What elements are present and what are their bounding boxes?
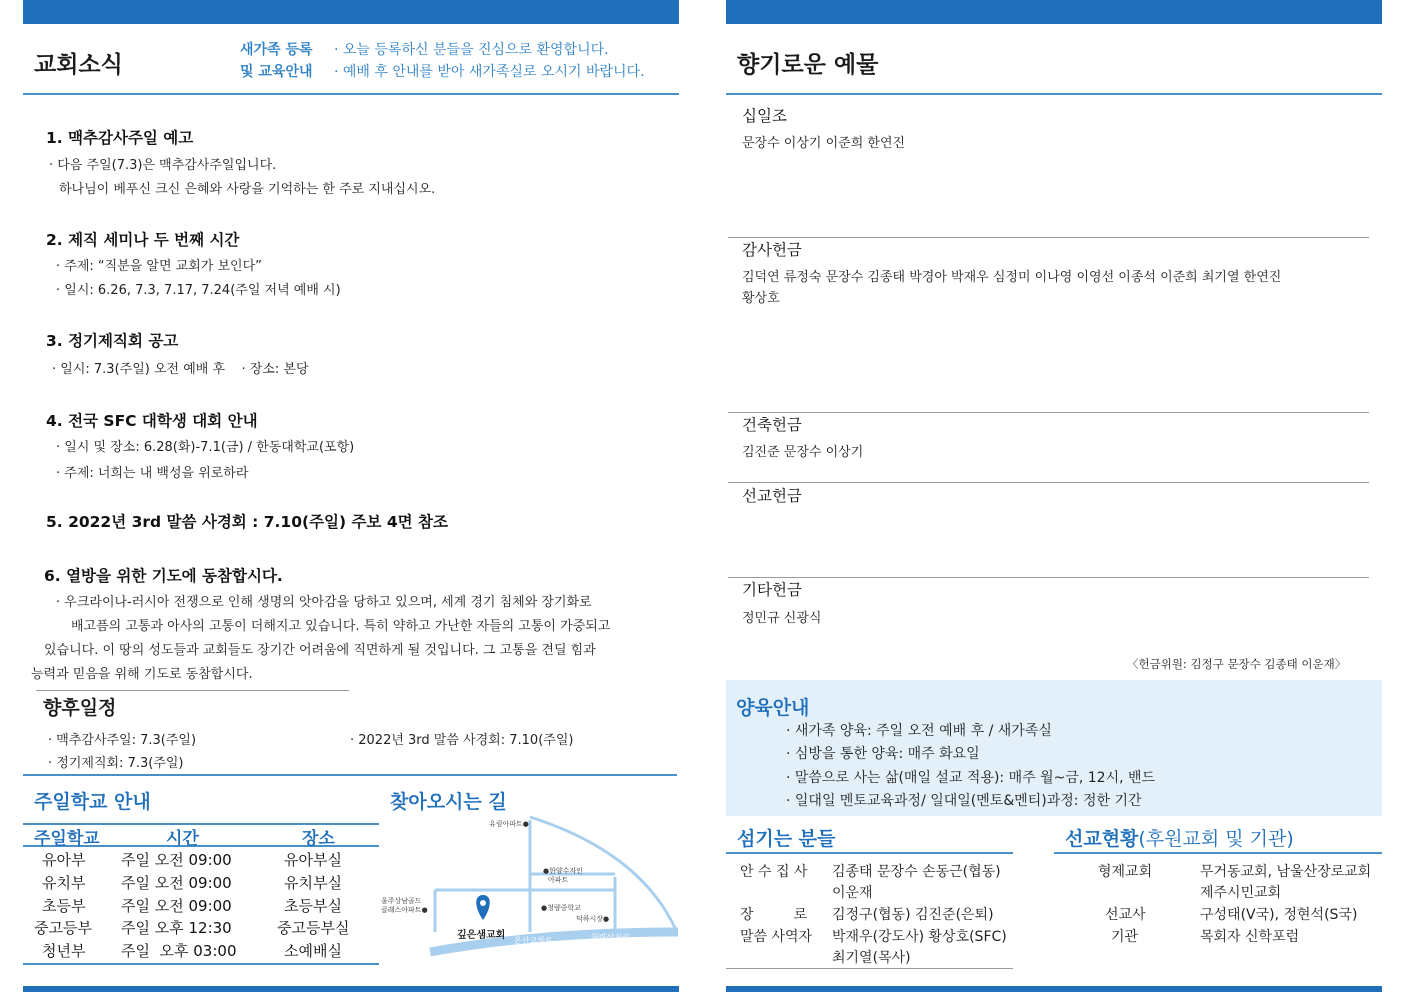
mission-label: 기관 — [1111, 929, 1139, 945]
prayer-line: · 우크라이나-러시아 전쟁으로 인해 생명의 앗아감을 당하고 있으며, 세계 경기 침체와 장기화로 — [56, 595, 592, 610]
prayer-line: 능력과 믿음을 위해 기도로 동참합시다. — [31, 667, 253, 682]
offering-group-names: 정민규 신광식 — [742, 611, 822, 626]
offering-divider — [728, 412, 1369, 413]
offering-group-names: 황상호 — [742, 291, 780, 306]
map-label-road2: 청량삼거리 — [591, 933, 630, 942]
schedule-item: · 맥추감사주일: 7.3(주일) — [48, 733, 197, 748]
table-cell-dept: 유치부 — [42, 874, 86, 892]
table-cell-time: 주일 오후 03:00 — [121, 942, 237, 960]
server-names: 이운재 — [832, 885, 873, 901]
news-item-title: 2. 제직 세미나 두 번째 시간 — [46, 231, 240, 249]
map-label-ulju — [381, 897, 428, 915]
news-header-divider — [23, 93, 679, 95]
news-item-title: 4. 전국 SFC 대학생 대회 안내 — [46, 412, 258, 430]
schedule-item: · 2022년 3rd 말씀 사경회: 7.10(주일) — [350, 733, 574, 748]
table-cell-dept: 중고등부 — [34, 919, 92, 937]
mission-value: 무거동교회, 남울산장로교회 — [1200, 864, 1372, 880]
offering-group-label: 기타헌금 — [742, 581, 802, 599]
news-item-title: 1. 맥추감사주일 예고 — [46, 129, 194, 147]
offering-group-label: 감사헌금 — [742, 241, 802, 259]
server-role: 말씀 사역자 — [740, 929, 813, 945]
offering-group-names: 김덕연 류정숙 문장수 김종태 박경아 박재우 심정미 이나영 이영선 이종석 이준희 최기열 한연진 — [742, 270, 1282, 285]
news-item-line: · 다음 주일(7.3)은 맥추감사주일입니다. — [49, 158, 277, 173]
sunday-school-title: 주일학교 안내 — [34, 791, 151, 813]
news-item-line: · 일시 및 장소: 6.28(화)-7.1(금) / 한동대학교(포항) — [56, 440, 355, 455]
nurture-box — [726, 680, 1382, 816]
servers-bottom-line — [726, 968, 1013, 969]
welcome-label-line: 및 교육안내 — [240, 64, 313, 80]
schedule-title: 향후일정 — [43, 697, 117, 719]
schedule-bottom-divider — [23, 774, 677, 776]
map-label-road1: 온산교차로 — [514, 936, 553, 945]
nurture-line: · 일대일 멘토교육과정/ 일대일(멘토&멘티)과정: 정한 기간 — [786, 793, 1142, 809]
map-label-line: 아파트 — [548, 876, 569, 884]
welcome-text-line: · 오늘 등록하신 분들을 진심으로 환영합니다. — [334, 42, 609, 58]
map-label-line: ●한양수자인 — [543, 867, 583, 875]
news-item-line: · 주제: 너희는 내 백성을 위로하라 — [56, 466, 249, 481]
welcome-label — [240, 39, 313, 83]
prayer-line: 있습니다. 이 땅의 성도들과 교회들도 장기간 어려움에 직면하게 될 것입니다. 그 고통을 견딜 힘과 — [44, 643, 596, 658]
offering-group-names: 문장수 이상기 이준희 한연진 — [742, 136, 906, 151]
map-label-apt: 유림아파트● — [489, 820, 529, 828]
table-cell-place: 초등부실 — [284, 897, 342, 915]
map-label-school: ●청량중학교 — [541, 904, 581, 912]
server-names: 김종태 문장수 손동근(협동) — [832, 864, 1001, 880]
table-cell-time: 주일 오전 09:00 — [121, 851, 232, 869]
table-cell-time: 주일 오후 12:30 — [121, 919, 232, 937]
map-label-hanyang — [543, 867, 583, 885]
mission-title-main: 선교현황 — [1065, 828, 1139, 850]
directions-title: 찾아오시는 길 — [390, 791, 507, 813]
top-bar-left — [23, 0, 679, 24]
bottom-bar-left — [23, 986, 679, 992]
table-cell-place: 소예배실 — [284, 942, 342, 960]
table-header-time: 시간 — [166, 829, 199, 849]
news-item-line: · 주제: “직분을 알면 교회가 보인다” — [56, 259, 262, 274]
nurture-line: · 말씀으로 사는 삶(매일 설교 적용): 매주 월~금, 12시, 밴드 — [786, 770, 1156, 786]
welcome-text-line: · 예배 후 안내를 받아 새가족실로 오시기 바랍니다. — [334, 64, 645, 80]
news-item-title: 6. 열방을 위한 기도에 동참합시다. — [44, 567, 283, 585]
table-cell-dept: 유아부 — [42, 851, 86, 869]
offering-group-label: 십일조 — [742, 107, 787, 125]
news-item-title: 3. 정기제직회 공고 — [46, 332, 179, 350]
server-role: 안 수 집 사 — [740, 864, 808, 880]
servers-title: 섬기는 분들 — [737, 828, 836, 850]
mission-title-sub: (후원교회 및 기관) — [1138, 828, 1294, 850]
news-item-title: 5. 2022년 3rd 말씀 사경회 : 7.10(주일) 주보 4면 참조 — [46, 513, 448, 531]
pin-center — [480, 900, 486, 906]
offering-group-label: 선교헌금 — [742, 487, 802, 505]
table-cell-dept: 청년부 — [42, 942, 86, 960]
table-cell-place: 유아부실 — [284, 851, 342, 869]
news-item-line: 하나님이 베푸신 크신 은혜와 사랑을 기억하는 한 주로 지내십시오. — [59, 182, 436, 197]
servers-divider — [726, 852, 1013, 854]
offering-divider — [728, 577, 1369, 578]
table-cell-place: 중고등부실 — [277, 919, 350, 937]
table-cell-time: 주일 오전 09:00 — [121, 897, 232, 915]
nurture-line: · 새가족 양육: 주일 오전 예배 후 / 새가족실 — [786, 723, 1052, 739]
bottom-bar-right — [726, 986, 1382, 992]
server-role: 장 로 — [740, 907, 808, 923]
offering-header-divider — [726, 93, 1382, 95]
mission-value: 제주시민교회 — [1200, 885, 1282, 901]
table-bottom-line — [23, 963, 379, 965]
mission-value: 구성태(V국), 정현석(S국) — [1200, 907, 1358, 923]
church-location-pin-icon — [476, 895, 490, 920]
server-names: 최기열(목사) — [832, 950, 911, 966]
mission-label: 형제교회 — [1098, 864, 1153, 880]
church-news-title: 교회소식 — [34, 52, 123, 78]
map-label-line: 클래스아파트● — [381, 906, 428, 914]
news-item-line: · 일시: 6.26, 7.3, 7.17, 7.24(주일 저녁 예배 시) — [56, 283, 341, 298]
server-names: 김정구(협동) 김진준(은퇴) — [832, 907, 994, 923]
map-label-market: 덕하시장● — [576, 915, 610, 923]
schedule-item: · 정기제직회: 7.3(주일) — [48, 756, 184, 771]
welcome-label-line: 새가족 등록 — [240, 42, 313, 58]
offering-divider — [728, 482, 1369, 483]
mission-divider — [1054, 852, 1382, 854]
offering-group-label: 건축헌금 — [742, 416, 802, 434]
mission-value: 목회자 신학포럼 — [1200, 929, 1300, 945]
schedule-divider — [36, 690, 349, 691]
nurture-line: · 심방을 통한 양육: 매주 화요일 — [786, 746, 980, 762]
mission-label: 선교사 — [1105, 907, 1146, 923]
mission-title — [1065, 824, 1294, 851]
table-header-place: 장소 — [302, 829, 335, 849]
nurture-title: 양육안내 — [736, 697, 810, 719]
offering-group-names: 김진준 문장수 이상기 — [742, 445, 864, 460]
map-label-line: 울주상남골드 — [381, 897, 422, 905]
offering-committee: 〈헌금위원: 김정구 문장수 김종태 이운재〉 — [1127, 657, 1347, 671]
table-header-dept: 주일학교 — [34, 829, 100, 849]
table-cell-dept: 초등부 — [42, 897, 86, 915]
offering-divider — [728, 237, 1369, 238]
top-bar-right — [726, 0, 1382, 24]
map-label-church: 깊은샘교회 — [457, 930, 506, 941]
offering-title: 향기로운 예물 — [737, 52, 879, 78]
server-names: 박재우(강도사) 황상호(SFC) — [832, 929, 1007, 945]
welcome-text — [334, 39, 645, 83]
table-cell-place: 유치부실 — [284, 874, 342, 892]
table-cell-time: 주일 오전 09:00 — [121, 874, 232, 892]
news-item-line: · 일시: 7.3(주일) 오전 예배 후 · 장소: 본당 — [52, 362, 309, 377]
prayer-line: 배고픔의 고통과 아사의 고통이 더해지고 있습니다. 특히 약하고 가난한 자들의 고통이 가중되고 — [71, 619, 611, 634]
